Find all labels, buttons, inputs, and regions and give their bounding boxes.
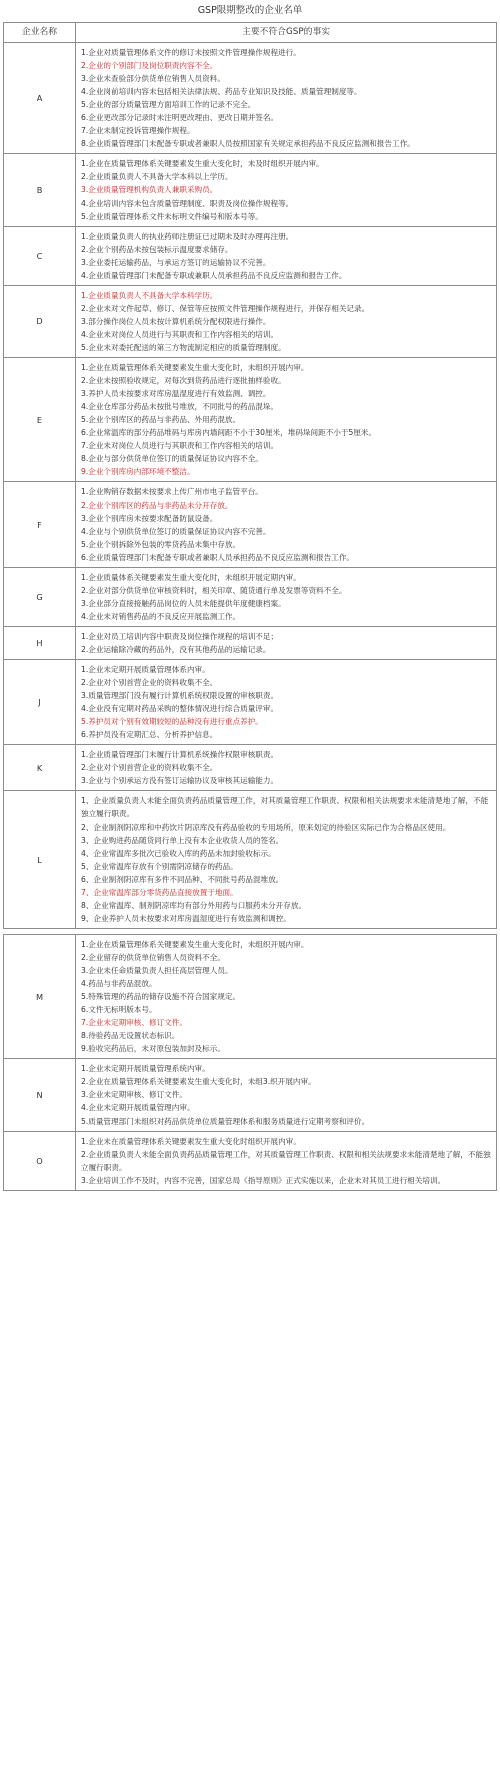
fact-item-highlighted: 3.企业质量管理机构负责人兼职采购员。 bbox=[81, 185, 218, 195]
fact-item: 6.企业质量管理部门未配备专职或者兼职人员承担药品不良反应监测和报告工作。 bbox=[81, 552, 355, 562]
fact-item: 4、企业常温库多批次已验收入库的药品未加封验收标示。 bbox=[81, 848, 276, 858]
table-row bbox=[4, 934, 497, 1058]
enterprise-table bbox=[3, 22, 497, 1191]
facts-cell bbox=[76, 567, 497, 626]
fact-item: 4.企业未定期开展质量管理内审。 bbox=[81, 1103, 195, 1113]
fact-item: 4.企业培训内容未包含质量管理制度、职责及岗位操作规程等。 bbox=[81, 198, 294, 208]
enterprise-name-cell: E bbox=[4, 358, 76, 482]
fact-item: 2.企业运输除冷藏的药品外，没有其他药品的运输记录。 bbox=[81, 644, 271, 654]
fact-item: 6.文件无标明版本号。 bbox=[81, 1005, 157, 1015]
facts-cell bbox=[76, 482, 497, 567]
fact-item: 1.企业对质量管理体系文件的修订未按照文件管理操作规程进行。 bbox=[81, 48, 301, 57]
table-row bbox=[4, 358, 497, 482]
fact-item: 1.企业未在质量管理体系关键要素发生重大变化时组织开展内审。 bbox=[81, 1136, 301, 1146]
fact-item: 3.企业与个别承运方没有签订运输协议及审核其运输能力。 bbox=[81, 776, 279, 786]
fact-item: 6、企业制剂阴凉库有多件不同品种、不同批号药品混堆放。 bbox=[81, 874, 284, 884]
fact-item: 1.企业质量管理部门未履行计算机系统操作权限审核职责。 bbox=[81, 750, 279, 760]
table-row bbox=[4, 745, 497, 791]
fact-item: 5.质量管理部门未组织对药品供货单位质量管理体系和服务质量进行定期考察和评价。 bbox=[81, 1116, 370, 1126]
fact-item-highlighted: 2.企业的个别部门及岗位职责内容不全。 bbox=[81, 61, 218, 71]
fact-item-highlighted: 7.企业未定期审核、修订文件。 bbox=[81, 1018, 187, 1028]
fact-item: 1.企业未定期开展质量管理系统内审。 bbox=[81, 1064, 210, 1074]
fact-item: 4.药品与非药品混放。 bbox=[81, 979, 157, 989]
fact-item: 1.企业质量体系关键要素发生重大变化时，未组织开展定期内审。 bbox=[81, 572, 301, 582]
fact-item: 5.企业质量管理体系文件未标明文件编号和版本号等。 bbox=[81, 211, 263, 221]
enterprise-name-cell: G bbox=[4, 567, 76, 626]
fact-item: 2.企业在质量管理体系关键要素发生重大变化时，未组3.织开展内审。 bbox=[81, 1077, 316, 1087]
facts-cell bbox=[76, 791, 497, 928]
fact-item: 8.企业与部分供货单位签订的质量保证协议内容不全。 bbox=[81, 454, 263, 464]
facts-cell bbox=[76, 358, 497, 482]
facts-cell bbox=[76, 1059, 497, 1131]
enterprise-name-cell: D bbox=[4, 285, 76, 357]
fact-item: 6.企业常温库的部分药品堆码与库房内墙间距不小于30厘米，堆码垛间距不小于5厘米。 bbox=[81, 428, 377, 438]
fact-item: 2、企业制剂阴凉库和中药饮片阴凉库没有药品验收的专用场所，原来划定的待验区实际已作为合格品区使用。 bbox=[81, 822, 451, 832]
fact-item: 1.企业未定期开展质量管理体系内审。 bbox=[81, 665, 210, 675]
fact-item: 3、企业购进药品随货同行单上没有本企业收货人员的签名。 bbox=[81, 835, 284, 845]
fact-item: 1.企业对员工培训内容中职责及岗位操作规程的培训不足； bbox=[81, 631, 279, 641]
fact-item: 4.企业岗前培训内容未包括相关法律法规、药品专业知识及技能、质量管理制度等。 bbox=[81, 87, 362, 97]
enterprise-name-cell: L bbox=[4, 791, 76, 928]
fact-item: 1.企业购销存数据未按要求上传广州市电子监管平台。 bbox=[81, 487, 263, 497]
fact-item: 5.特殊管理的药品的储存设施不符合国家规定。 bbox=[81, 992, 241, 1002]
fact-item: 9.验收完药品后，未对原包装加封及标示。 bbox=[81, 1044, 225, 1054]
fact-item: 8.企业质量管理部门未配备专职或者兼职人员按照国家有关规定承担药品不良反应监测和报告工作。 bbox=[81, 139, 415, 149]
facts-cell bbox=[76, 226, 497, 285]
facts-cell bbox=[76, 285, 497, 357]
document-title: GSP限期整改的企业名单 bbox=[197, 5, 303, 16]
facts-cell bbox=[76, 626, 497, 659]
enterprise-name-cell: O bbox=[4, 1131, 76, 1190]
fact-item: 4.企业未对销售药品的不良反应开展监测工作。 bbox=[81, 611, 241, 621]
facts-cell bbox=[76, 660, 497, 745]
fact-item-highlighted: 9.企业个别库房内部环境不整洁。 bbox=[81, 467, 195, 477]
fact-item: 6.养护员没有定期汇总、分析养护信息。 bbox=[81, 730, 218, 740]
table-row bbox=[4, 626, 497, 659]
fact-item: 6.企业更改部分记录时未注明更改理由、更改日期并签名。 bbox=[81, 113, 279, 123]
fact-item: 1.企业在质量管理体系关键要素发生重大变化时，未组织开展内审。 bbox=[81, 939, 309, 949]
fact-item: 5.企业的部分质量管理方面培训工作的记录不完全。 bbox=[81, 100, 256, 110]
fact-item: 3.养护人员未按要求对库房温湿度进行有效监测、调控。 bbox=[81, 389, 271, 399]
enterprise-name-cell: A bbox=[4, 43, 76, 154]
fact-item-highlighted: 1.企业质量负责人不具备大学本科学历。 bbox=[81, 290, 218, 300]
fact-item: 9、企业养护人员未按要求对库房温湿度进行有效监测和调控。 bbox=[81, 913, 291, 923]
fact-item-highlighted: 7、企业常温库部分零货药品直接放置于地面。 bbox=[81, 887, 238, 897]
table-row bbox=[4, 1131, 497, 1190]
fact-item: 4.企业质量管理部门未配备专职或兼职人员承担药品不良反应监测和报告工作。 bbox=[81, 270, 347, 280]
fact-item: 2.企业对部分供货单位审核资料时，相关印章、随货通行单及发票等资料不全。 bbox=[81, 585, 347, 595]
header-main-facts: 主要不符合GSP的事实 bbox=[76, 23, 497, 43]
fact-item: 8、企业常温库、制剂阴凉库均有部分外用药与口服药未分开存放。 bbox=[81, 900, 307, 910]
facts-cell bbox=[76, 43, 497, 154]
fact-item: 3.部分操作岗位人员未按计算机系统分配权限进行操作。 bbox=[81, 316, 271, 326]
table-row bbox=[4, 154, 497, 226]
fact-item: 5.企业未对委托配送的第三方物流制定相应的质量管理制度。 bbox=[81, 342, 286, 352]
enterprise-name-cell: B bbox=[4, 154, 76, 226]
fact-item: 4.企业未对岗位人员进行与其职责和工作内容相关的培训。 bbox=[81, 329, 279, 339]
enterprise-name-cell: J bbox=[4, 660, 76, 745]
facts-cell bbox=[76, 154, 497, 226]
header-enterprise-name: 企业名称 bbox=[4, 23, 76, 43]
fact-item-highlighted: 5.养护员对个别有效期较短的品种没有进行重点养护。 bbox=[81, 717, 263, 727]
fact-item-highlighted: 2.企业个别库区的药品与非药品未分开存放。 bbox=[81, 500, 233, 510]
facts-cell bbox=[76, 1131, 497, 1190]
fact-item: 1.企业在质量管理体系关键要素发生重大变化时，未组织开展内审。 bbox=[81, 363, 309, 373]
enterprise-name-cell: N bbox=[4, 1059, 76, 1131]
table-row bbox=[4, 43, 497, 154]
fact-item: 3.企业未定期审核、修订文件。 bbox=[81, 1090, 187, 1100]
fact-item: 7.企业未制定投诉管理操作规程。 bbox=[81, 126, 195, 136]
enterprise-name-cell: C bbox=[4, 226, 76, 285]
fact-item: 4.企业与个别供货单位签订的质量保证协议内容不完善。 bbox=[81, 526, 271, 536]
fact-item: 5.企业个别库区的药品与非药品、外用药混放。 bbox=[81, 415, 241, 425]
fact-item: 3.企业未任命质量负责人担任高层管理人员。 bbox=[81, 966, 233, 975]
fact-item: 7.企业未对岗位人员进行与其职责和工作内容相关的培训。 bbox=[81, 441, 279, 451]
facts-cell bbox=[76, 745, 497, 791]
fact-item: 3.企业培训工作不及时，内容不完善，国家总局《指导原则》正式实施以来，企业未对其员工进行相关培训。 bbox=[81, 1175, 446, 1185]
facts-cell bbox=[76, 934, 497, 1058]
fact-item: 1.企业质量负责人的执业药师注册证已过期未及时办理再注册。 bbox=[81, 231, 294, 241]
table-row bbox=[4, 791, 497, 928]
enterprise-name-cell: M bbox=[4, 934, 76, 1058]
fact-item: 4.企业仓库部分药品未按批号堆放，不同批号的药品混垛。 bbox=[81, 402, 279, 412]
fact-item: 3.企业未查验部分供货单位销售人员资料。 bbox=[81, 74, 225, 84]
fact-item: 2.企业对个别首营企业的资料收集不全。 bbox=[81, 678, 218, 688]
fact-item: 2.企业对个别首营企业的资料收集不全。 bbox=[81, 763, 218, 773]
fact-item: 1.企业在质量管理体系关键要素发生重大变化时，未及时组织开展内审。 bbox=[81, 159, 324, 169]
table-row bbox=[4, 226, 497, 285]
fact-item: 2.企业质量负责人未能全面负责药品质量管理工作，对其质量管理工作职责、权限和相关法规要求未能清楚地了解，不能独立履行职责。 bbox=[81, 1149, 491, 1172]
fact-item: 2.企业个别药品未按包装标示温度要求储存。 bbox=[81, 244, 233, 254]
table-row bbox=[4, 660, 497, 745]
fact-item: 5.企业个别拆除外包装的零货药品未集中存放。 bbox=[81, 539, 241, 549]
table-row bbox=[4, 567, 497, 626]
table-row bbox=[4, 285, 497, 357]
fact-item: 3.质量管理部门没有履行计算机系统权限设置的审核职责。 bbox=[81, 691, 279, 701]
fact-item: 3.企业部分直接接触药品岗位的人员未能提供年度健康档案。 bbox=[81, 598, 286, 608]
table-row bbox=[4, 1059, 497, 1131]
fact-item: 3.企业个别库房未按要求配备防鼠设备。 bbox=[81, 513, 218, 523]
enterprise-name-cell: K bbox=[4, 745, 76, 791]
table-body bbox=[4, 43, 497, 1191]
enterprise-name-cell: F bbox=[4, 482, 76, 567]
fact-item: 2.企业质量负责人不具备大学本科以上学历。 bbox=[81, 172, 233, 182]
table-row bbox=[4, 482, 497, 567]
table-header-row bbox=[4, 23, 497, 43]
fact-item: 3.企业委托运输药品，与承运方签订的运输协议不完善。 bbox=[81, 257, 271, 267]
fact-item: 4.企业没有定期对药品采购的整体情况进行综合质量评审。 bbox=[81, 704, 279, 714]
fact-item: 5、企业常温库存放有个别需阴凉储存的药品。 bbox=[81, 861, 238, 871]
enterprise-name-cell: H bbox=[4, 626, 76, 659]
fact-item: 1、企业质量负责人未能全面负责药品质量管理工作，对其质量管理工作职责、权限和相关法规要求未能清楚地了解，不能独立履行职责。 bbox=[81, 796, 489, 819]
fact-item: 2.企业未对文件起草、修订、保管等应按照文件管理操作规程进行，并保存相关记录。 bbox=[81, 303, 370, 313]
fact-item: 2.企业留存的供货单位销售人员资料不全。 bbox=[81, 952, 225, 962]
fact-item: 2.企业未按照验收规定，对每次到货药品进行逐批抽样验收。 bbox=[81, 376, 286, 386]
fact-item: 8.待验药品无设置状态标识。 bbox=[81, 1031, 180, 1041]
